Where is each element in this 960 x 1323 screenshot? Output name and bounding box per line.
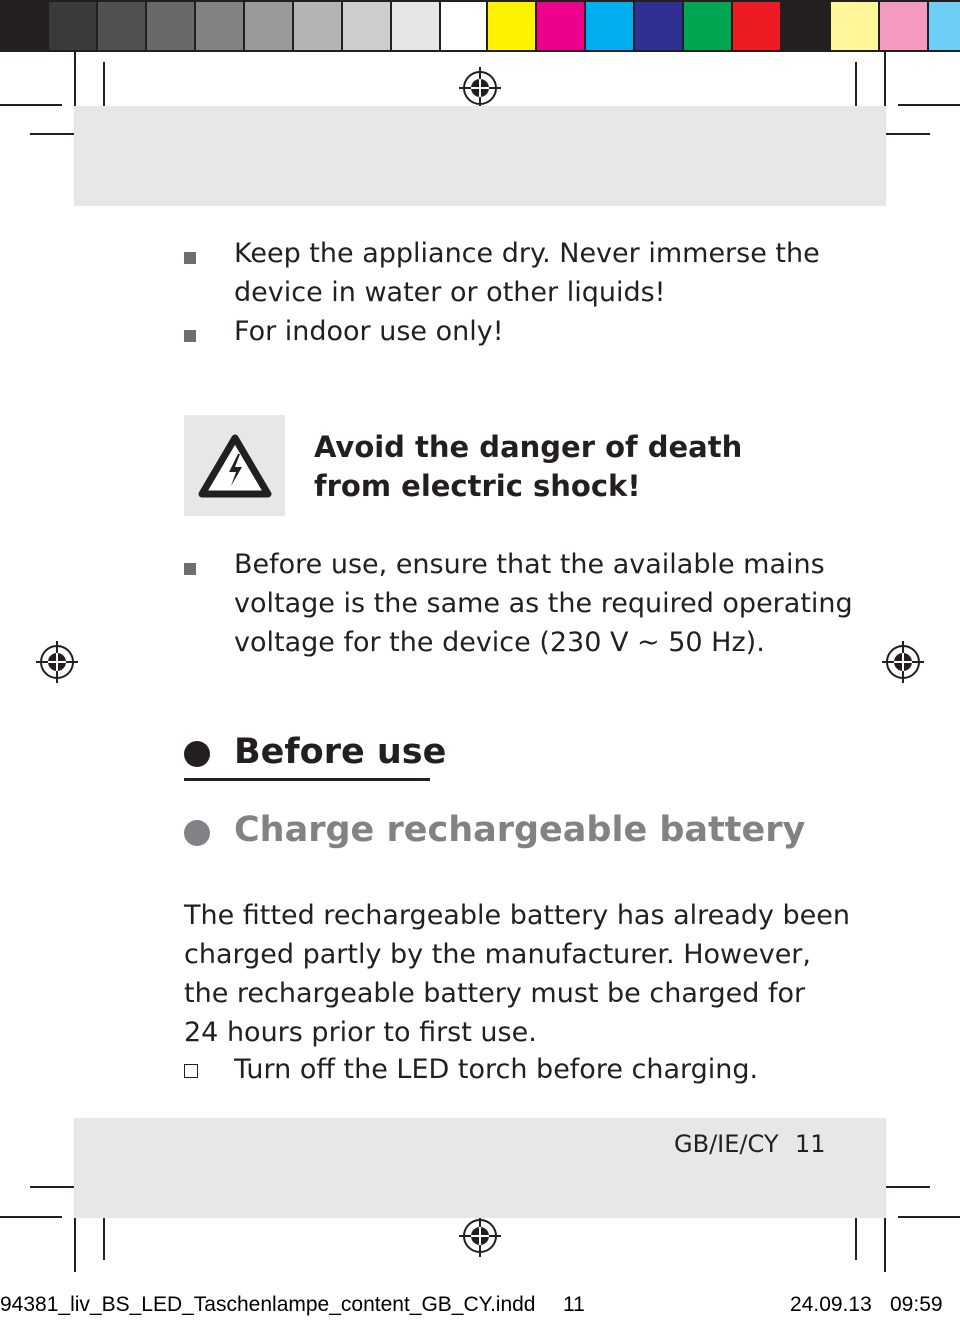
slug-time: 09:59 (890, 1293, 943, 1316)
gray-swatch (0, 2, 49, 50)
text-line: For indoor use only! (234, 316, 504, 347)
slug-page: 11 (563, 1293, 585, 1316)
subheading-dot-icon (184, 820, 210, 846)
instruction-text: Turn off the LED torch before charging. (234, 1054, 759, 1085)
crop-mark (898, 104, 960, 106)
slug-filename: 94381_liv_BS_LED_Taschenlampe_content_GB_CY.indd (0, 1293, 536, 1316)
voltage-bullet-text (234, 545, 853, 662)
crop-mark (898, 1216, 960, 1218)
color-swatch (880, 2, 929, 50)
text-line: Before use, ensure that the available mains (234, 549, 825, 580)
color-swatch (929, 2, 960, 50)
color-calibration-bar (486, 0, 960, 52)
heading-dot-icon (184, 741, 210, 767)
registration-mark-icon (882, 641, 924, 683)
crop-mark (74, 1210, 76, 1272)
text-line: charged partly by the manufacturer. However, (184, 939, 811, 970)
color-swatch (586, 2, 635, 50)
crop-mark (0, 104, 62, 106)
slug-date: 24.09.13 (790, 1293, 872, 1316)
section-heading: Before use (234, 732, 447, 772)
body-paragraph (184, 896, 850, 1052)
crop-mark (884, 52, 886, 114)
checkbox-icon (184, 1064, 198, 1078)
registration-mark-icon (459, 67, 501, 109)
color-swatch (831, 2, 880, 50)
text-line: The fitted rechargeable battery has already been (184, 900, 851, 931)
text-line: device in water or other liquids! (234, 277, 666, 308)
bullet-square-icon (184, 563, 196, 575)
gray-swatch (294, 2, 343, 50)
color-swatch (488, 2, 537, 50)
color-swatch (537, 2, 586, 50)
gray-swatch (147, 2, 196, 50)
color-swatch (684, 2, 733, 50)
text-line: the rechargeable battery must be charged for (184, 978, 806, 1009)
registration-mark-icon (459, 1215, 501, 1257)
grayscale-calibration-bar (0, 0, 492, 52)
color-swatch (782, 2, 831, 50)
footer-page-number: 11 (795, 1130, 826, 1158)
bullet-text (234, 234, 820, 312)
text-line: 24 hours prior to first use. (184, 1017, 537, 1048)
crop-mark (884, 1210, 886, 1272)
text-line: from electric shock! (314, 469, 641, 503)
gray-swatch (196, 2, 245, 50)
text-line: voltage for the device (230 V ~ 50 Hz). (234, 627, 765, 658)
bullet-square-icon (184, 330, 196, 342)
text-line: Keep the appliance dry. Never immerse the (234, 238, 820, 269)
bullet-square-icon (184, 252, 196, 264)
color-swatch (733, 2, 782, 50)
bullet-text (234, 312, 504, 351)
warning-icon-box (184, 415, 285, 516)
gray-swatch (441, 2, 490, 50)
electric-shock-warning-icon (198, 434, 272, 498)
gray-swatch (98, 2, 147, 50)
gray-swatch (245, 2, 294, 50)
warning-title (314, 428, 742, 506)
registration-mark-icon (36, 641, 78, 683)
gray-swatch (343, 2, 392, 50)
text-line: Avoid the danger of death (314, 430, 743, 464)
footer-language: GB/IE/CY (674, 1130, 779, 1158)
header-band (74, 106, 886, 206)
color-swatch (635, 2, 684, 50)
text-line: voltage is the same as the required operating (234, 588, 853, 619)
gray-swatch (49, 2, 98, 50)
crop-mark (74, 52, 76, 114)
heading-underline (184, 778, 430, 781)
section-subheading: Charge rechargeable battery (234, 810, 806, 850)
gray-swatch (392, 2, 441, 50)
crop-mark (0, 1216, 62, 1218)
